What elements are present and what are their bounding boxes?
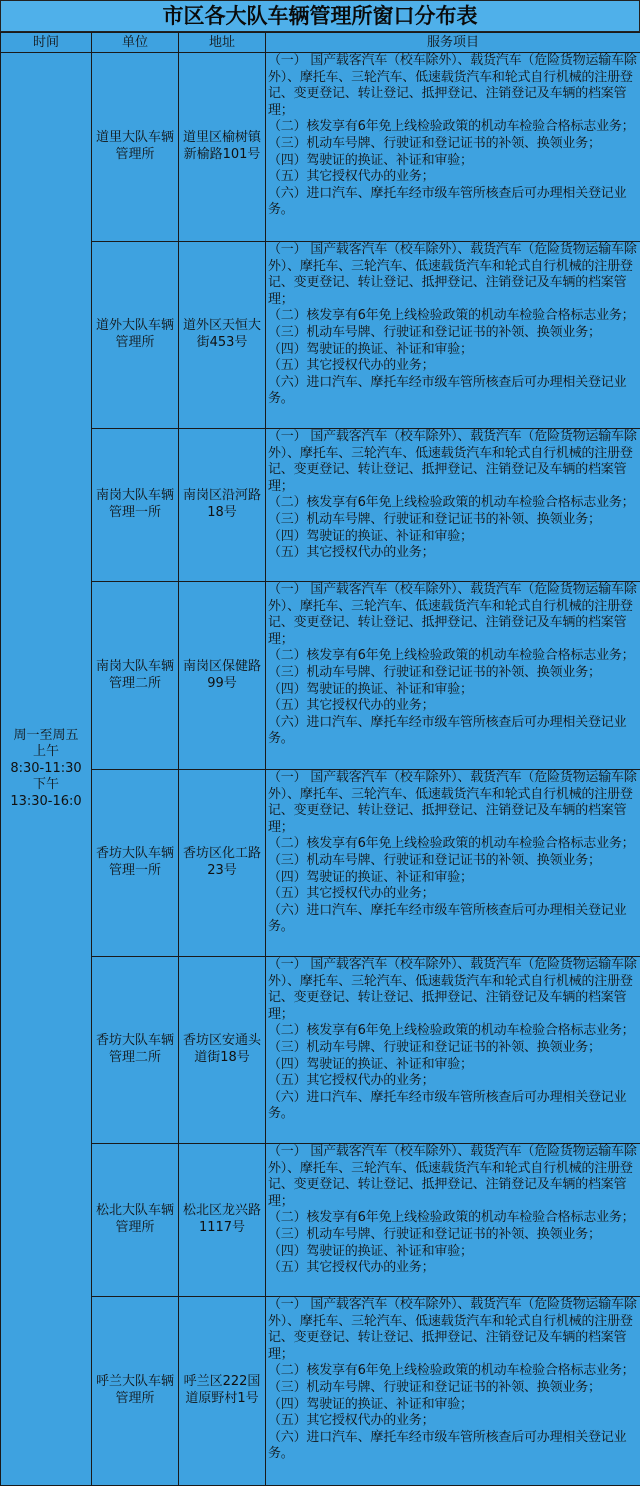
table-body: [1, 53, 640, 1486]
service-item: （三）机动车号牌、行驶证和登记证书的补领、换领业务；: [268, 325, 640, 342]
service-item: （二）核发享有6年免上线检验政策的机动车检验合格标志业务；: [268, 119, 640, 136]
office-hours-line: 上午: [1, 744, 91, 761]
service-item: （三）机动车号牌、行驶证和登记证书的补领、换领业务；: [268, 512, 640, 529]
service-item: （六）进口汽车、摩托车经市级车管所核查后可办理相关登记业务。: [268, 903, 640, 936]
service-item: （一） 国产载客汽车（校车除外）、载货汽车（危险货物运输车除外）、摩托车、三轮汽车、低速载货汽车和轮式自行机械的注册登记、变更登记、转让登记、抵押登记、注销登记及车辆的档案管理；: [268, 242, 640, 308]
table-row: [1, 53, 640, 242]
table-row: [1, 1144, 640, 1297]
unit-name: 道外大队车辆管理所: [92, 242, 179, 429]
service-list: [266, 1144, 640, 1297]
unit-name: 香坊大队车辆管理一所: [92, 770, 179, 957]
service-item: （六）进口汽车、摩托车经市级车管所核查后可办理相关登记业务。: [268, 186, 640, 219]
service-item: （五）其它授权代办的业务；: [268, 545, 640, 562]
table-row: [1, 582, 640, 770]
header-unit: 单位: [92, 33, 179, 53]
service-item: （五）其它授权代办的业务；: [268, 1413, 640, 1430]
service-item: （六）进口汽车、摩托车经市级车管所核查后可办理相关登记业务。: [268, 1090, 640, 1123]
unit-address: 香坊区化工路23号: [179, 770, 266, 957]
table-row: [1, 770, 640, 957]
unit-name: 呼兰大队车辆管理所: [92, 1297, 179, 1486]
table-row: [1, 1297, 640, 1486]
unit-address: 道里区榆树镇新榆路101号: [179, 53, 266, 242]
service-item: （三）机动车号牌、行驶证和登记证书的补领、换领业务；: [268, 1380, 640, 1397]
service-list: [266, 770, 640, 957]
service-list: [266, 429, 640, 582]
service-item: （四）驾驶证的换证、补证和审验；: [268, 1397, 640, 1414]
service-list: [266, 582, 640, 770]
unit-name: 南岗大队车辆管理一所: [92, 429, 179, 582]
service-item: （四）驾驶证的换证、补证和审验；: [268, 1244, 640, 1261]
service-item: （三）机动车号牌、行驶证和登记证书的补领、换领业务；: [268, 1040, 640, 1057]
service-item: （三）机动车号牌、行驶证和登记证书的补领、换领业务；: [268, 853, 640, 870]
unit-address: 南岗区保健路99号: [179, 582, 266, 770]
unit-address: 松北区龙兴路1117号: [179, 1144, 266, 1297]
service-item: （五）其它授权代办的业务；: [268, 698, 640, 715]
service-item: （一） 国产载客汽车（校车除外）、载货汽车（危险货物运输车除外）、摩托车、三轮汽车、低速载货汽车和轮式自行机械的注册登记、变更登记、转让登记、抵押登记、注销登记及车辆的档案管理；: [268, 770, 640, 836]
distribution-table: [0, 32, 640, 1486]
service-item: （一） 国产载客汽车（校车除外）、载货汽车（危险货物运输车除外）、摩托车、三轮汽车、低速载货汽车和轮式自行机械的注册登记、变更登记、转让登记、抵押登记、注销登记及车辆的档案管理；: [268, 53, 640, 119]
service-item: （一） 国产载客汽车（校车除外）、载货汽车（危险货物运输车除外）、摩托车、三轮汽车、低速载货汽车和轮式自行机械的注册登记、变更登记、转让登记、抵押登记、注销登记及车辆的档案管理；: [268, 429, 640, 495]
office-hours-line: 8:30-11:30: [1, 761, 91, 778]
service-item: （六）进口汽车、摩托车经市级车管所核查后可办理相关登记业务。: [268, 375, 640, 408]
table-row: [1, 429, 640, 582]
service-item: （六）进口汽车、摩托车经市级车管所核查后可办理相关登记业务。: [268, 715, 640, 748]
service-item: （一） 国产载客汽车（校车除外）、载货汽车（危险货物运输车除外）、摩托车、三轮汽车、低速载货汽车和轮式自行机械的注册登记、变更登记、转让登记、抵押登记、注销登记及车辆的档案管理；: [268, 582, 640, 648]
service-item: （四）驾驶证的换证、补证和审验；: [268, 870, 640, 887]
service-item: （四）驾驶证的换证、补证和审验；: [268, 342, 640, 359]
table-row: [1, 242, 640, 429]
header-services: 服务项目: [266, 33, 640, 53]
service-item: （五）其它授权代办的业务；: [268, 169, 640, 186]
service-item: （三）机动车号牌、行驶证和登记证书的补领、换领业务；: [268, 665, 640, 682]
service-item: （一） 国产载客汽车（校车除外）、载货汽车（危险货物运输车除外）、摩托车、三轮汽车、低速载货汽车和轮式自行机械的注册登记、变更登记、转让登记、抵押登记、注销登记及车辆的档案管理；: [268, 1144, 640, 1210]
service-list: [266, 53, 640, 242]
unit-address: 呼兰区222国道原野村1号: [179, 1297, 266, 1486]
service-item: （四）驾驶证的换证、补证和审验；: [268, 529, 640, 546]
office-hours-line: 周一至周五: [1, 728, 91, 745]
service-item: （四）驾驶证的换证、补证和审验；: [268, 153, 640, 170]
service-item: （三）机动车号牌、行驶证和登记证书的补领、换领业务；: [268, 136, 640, 153]
service-item: （四）驾驶证的换证、补证和审验；: [268, 1057, 640, 1074]
service-item: （五）其它授权代办的业务；: [268, 886, 640, 903]
service-item: （一） 国产载客汽车（校车除外）、载货汽车（危险货物运输车除外）、摩托车、三轮汽车、低速载货汽车和轮式自行机械的注册登记、变更登记、转让登记、抵押登记、注销登记及车辆的档案管理；: [268, 1297, 640, 1363]
service-list: [266, 242, 640, 429]
page-title: 市区各大队车辆管理所窗口分布表: [0, 0, 640, 32]
service-item: （一） 国产载客汽车（校车除外）、载货汽车（危险货物运输车除外）、摩托车、三轮汽车、低速载货汽车和轮式自行机械的注册登记、变更登记、转让登记、抵押登记、注销登记及车辆的档案管理；: [268, 957, 640, 1023]
service-item: （四）驾驶证的换证、补证和审验；: [268, 682, 640, 699]
service-item: （二）核发享有6年免上线检验政策的机动车检验合格标志业务；: [268, 308, 640, 325]
service-item: （二）核发享有6年免上线检验政策的机动车检验合格标志业务；: [268, 495, 640, 512]
unit-address: 南岗区沿河路18号: [179, 429, 266, 582]
table-row: [1, 957, 640, 1144]
service-item: （三）机动车号牌、行驶证和登记证书的补领、换领业务；: [268, 1227, 640, 1244]
unit-name: 道里大队车辆管理所: [92, 53, 179, 242]
unit-address: 道外区天恒大街453号: [179, 242, 266, 429]
service-item: （二）核发享有6年免上线检验政策的机动车检验合格标志业务；: [268, 1210, 640, 1227]
service-item: （六）进口汽车、摩托车经市级车管所核查后可办理相关登记业务。: [268, 1430, 640, 1463]
service-list: [266, 1297, 640, 1486]
service-item: （二）核发享有6年免上线检验政策的机动车检验合格标志业务；: [268, 1023, 640, 1040]
office-hours-line: 13:30-16:0: [1, 794, 91, 811]
service-item: （五）其它授权代办的业务；: [268, 358, 640, 375]
office-hours-line: 下午: [1, 777, 91, 794]
header-address: 地址: [179, 33, 266, 53]
office-hours-cell: [1, 53, 92, 1486]
service-item: （五）其它授权代办的业务；: [268, 1260, 640, 1277]
service-item: （二）核发享有6年免上线检验政策的机动车检验合格标志业务；: [268, 648, 640, 665]
unit-address: 香坊区安通头道街18号: [179, 957, 266, 1144]
service-item: （五）其它授权代办的业务；: [268, 1073, 640, 1090]
unit-name: 南岗大队车辆管理二所: [92, 582, 179, 770]
service-item: （二）核发享有6年免上线检验政策的机动车检验合格标志业务；: [268, 836, 640, 853]
unit-name: 香坊大队车辆管理二所: [92, 957, 179, 1144]
header-time: 时间: [1, 33, 92, 53]
service-item: （二）核发享有6年免上线检验政策的机动车检验合格标志业务；: [268, 1363, 640, 1380]
service-list: [266, 957, 640, 1144]
header-row: [1, 33, 640, 53]
unit-name: 松北大队车辆管理所: [92, 1144, 179, 1297]
